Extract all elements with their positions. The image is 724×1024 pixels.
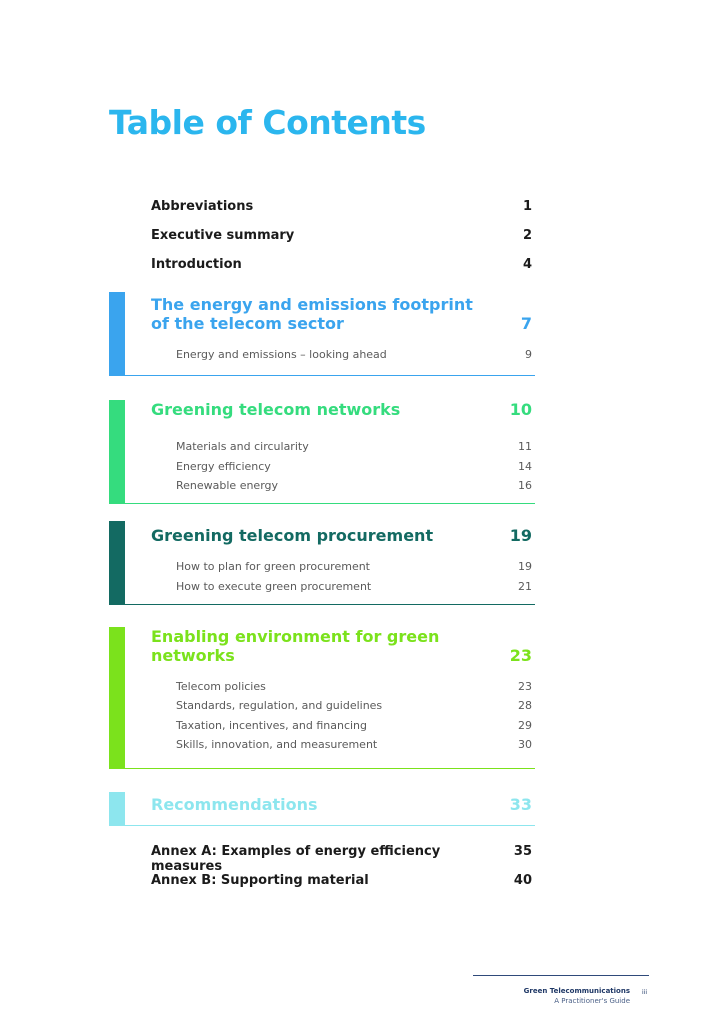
subentry-page: 16 bbox=[518, 479, 532, 492]
toc-entry-label: Annex B: Supporting material bbox=[151, 873, 369, 888]
toc-section-greening-networks bbox=[109, 400, 535, 504]
toc-entry-label: Introduction bbox=[151, 257, 242, 272]
section-title: Greening telecom networks bbox=[151, 400, 401, 419]
subentry-page: 21 bbox=[518, 580, 532, 593]
section-heading[interactable] bbox=[151, 295, 532, 333]
toc-entry-page: 35 bbox=[513, 844, 532, 859]
section-color-bar bbox=[109, 400, 125, 504]
toc-subentry[interactable] bbox=[176, 719, 532, 733]
toc-subentry[interactable] bbox=[176, 699, 532, 713]
subentry-page: 11 bbox=[518, 440, 532, 453]
toc-entry-annex-b[interactable] bbox=[151, 873, 532, 888]
section-divider bbox=[125, 768, 535, 769]
toc-entry-page: 1 bbox=[522, 199, 532, 214]
section-title: The energy and emissions footprint of the telecom sector bbox=[151, 295, 473, 333]
toc-entry-page: 4 bbox=[522, 257, 532, 272]
footer-publication-title: Green Telecommunications bbox=[523, 987, 630, 995]
section-title: Enabling environment for green networks bbox=[151, 627, 440, 665]
subentry-page: 23 bbox=[518, 680, 532, 693]
toc-section-enabling-environment bbox=[109, 627, 535, 769]
subentry-label: How to execute green procurement bbox=[176, 580, 372, 593]
toc-entry-abbreviations[interactable] bbox=[151, 199, 532, 214]
toc-section-energy-footprint bbox=[109, 292, 535, 376]
toc-subentry[interactable] bbox=[176, 440, 532, 454]
toc-subentry[interactable] bbox=[176, 460, 532, 474]
subentry-label: Telecom policies bbox=[176, 680, 266, 693]
section-page: 10 bbox=[509, 400, 532, 419]
toc-section-recommendations bbox=[109, 792, 535, 826]
toc-entry-executive-summary[interactable] bbox=[151, 228, 532, 243]
section-divider bbox=[125, 604, 535, 605]
toc-subentry[interactable] bbox=[176, 348, 532, 362]
section-title: Recommendations bbox=[151, 795, 318, 814]
footer-divider bbox=[473, 975, 649, 976]
toc-entry-introduction[interactable] bbox=[151, 257, 532, 272]
page-title: Table of Contents bbox=[109, 103, 426, 142]
section-page: 19 bbox=[509, 526, 532, 545]
section-divider bbox=[125, 825, 535, 826]
footer-page-number: iii bbox=[642, 989, 648, 996]
subentry-page: 14 bbox=[518, 460, 532, 473]
footer-publication-subtitle: A Practitioner's Guide bbox=[554, 997, 630, 1005]
subentry-label: Materials and circularity bbox=[176, 440, 309, 453]
section-color-bar bbox=[109, 292, 125, 376]
toc-subentry[interactable] bbox=[176, 560, 532, 574]
section-page: 33 bbox=[509, 795, 532, 814]
subentry-label: Renewable energy bbox=[176, 479, 279, 492]
subentry-page: 19 bbox=[518, 560, 532, 573]
toc-entry-page: 2 bbox=[522, 228, 532, 243]
toc-subentry[interactable] bbox=[176, 580, 532, 594]
subentry-page: 30 bbox=[518, 738, 532, 751]
section-divider bbox=[125, 503, 535, 504]
subentry-label: Skills, innovation, and measurement bbox=[176, 738, 378, 751]
section-heading[interactable] bbox=[151, 526, 532, 545]
subentry-label: Standards, regulation, and guidelines bbox=[176, 699, 383, 712]
toc-entry-label: Abbreviations bbox=[151, 199, 254, 214]
toc-entry-page: 40 bbox=[513, 873, 532, 888]
toc-section-greening-procurement bbox=[109, 521, 535, 605]
toc-subentry[interactable] bbox=[176, 738, 532, 752]
toc-entry-label: Annex A: Examples of energy efficiency measures bbox=[151, 844, 441, 874]
section-color-bar bbox=[109, 627, 125, 769]
section-page: 23 bbox=[509, 646, 532, 665]
subentry-page: 29 bbox=[518, 719, 532, 732]
section-color-bar bbox=[109, 792, 125, 826]
subentry-label: Energy and emissions – looking ahead bbox=[176, 348, 387, 361]
section-title: Greening telecom procurement bbox=[151, 526, 434, 545]
section-color-bar bbox=[109, 521, 125, 605]
section-heading[interactable] bbox=[151, 795, 532, 814]
toc-entry-annex-a[interactable] bbox=[151, 844, 532, 874]
section-divider bbox=[125, 375, 535, 376]
section-heading[interactable] bbox=[151, 400, 532, 419]
subentry-label: Taxation, incentives, and financing bbox=[176, 719, 368, 732]
subentry-page: 28 bbox=[518, 699, 532, 712]
subentry-label: Energy efficiency bbox=[176, 460, 271, 473]
subentry-label: How to plan for green procurement bbox=[176, 560, 370, 573]
toc-subentry[interactable] bbox=[176, 680, 532, 694]
subentry-page: 9 bbox=[525, 348, 532, 361]
section-heading[interactable] bbox=[151, 627, 532, 665]
toc-subentry[interactable] bbox=[176, 479, 532, 493]
toc-entry-label: Executive summary bbox=[151, 228, 295, 243]
section-page: 7 bbox=[520, 314, 532, 333]
